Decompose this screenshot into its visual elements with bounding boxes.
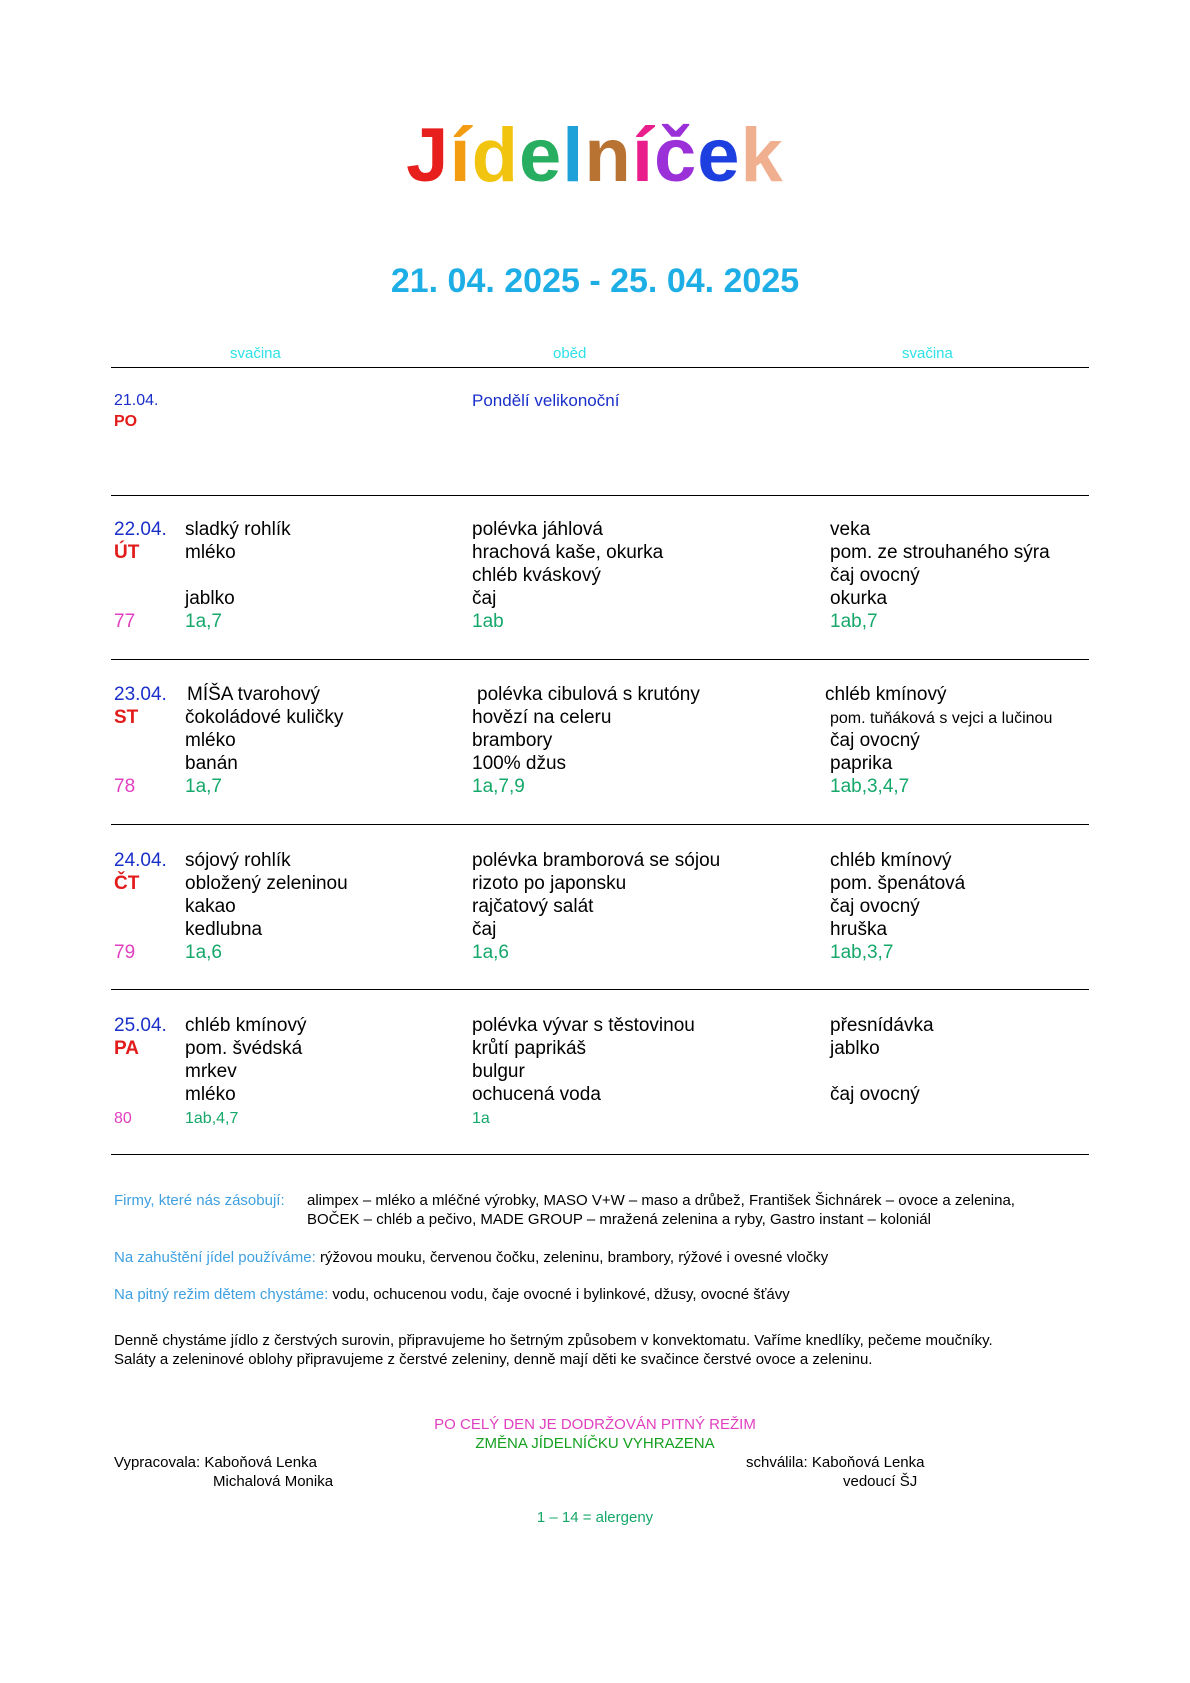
divider bbox=[111, 495, 1089, 496]
info-line: Denně chystáme jídlo z čerstvých surovin, připravujeme ho šetrným způsobem v konvektomatu. Vaříme knedlíky, pečeme moučníky. bbox=[114, 1332, 993, 1349]
prepared-name: Kaboňová Lenka bbox=[204, 1454, 317, 1471]
menu-item: polévka cibulová s krutóny bbox=[477, 684, 700, 705]
menu-item: paprika bbox=[830, 753, 893, 774]
allergens: 1a,6 bbox=[472, 942, 509, 963]
title-letter: č bbox=[653, 113, 698, 198]
allergens: 1ab,4,7 bbox=[185, 1110, 239, 1127]
suppliers-section bbox=[114, 1191, 1015, 1228]
allergens-note: 1 – 14 = alergeny bbox=[536, 1509, 654, 1526]
info-paragraph bbox=[114, 1331, 993, 1369]
day-abbr: ÚT bbox=[114, 542, 140, 563]
suppliers-text: BOČEK – chléb a pečivo, MADE GROUP – mražená zelenina a ryby, Gastro instant – koloniál bbox=[307, 1211, 931, 1228]
title-letter: í bbox=[449, 113, 472, 198]
menu-item: polévka jáhlová bbox=[472, 519, 603, 540]
drinking-text: vodu, ochucenou vodu, čaje ovocné i bylinkové, džusy, ovocné šťávy bbox=[332, 1286, 790, 1303]
day-abbr: ST bbox=[114, 707, 139, 728]
menu-item: kedlubna bbox=[185, 919, 263, 940]
change-notice: ZMĚNA JÍDELNÍČKU VYHRAZENA bbox=[475, 1435, 715, 1452]
thickening-text: rýžovou mouku, červenou čočku, zeleninu, brambory, rýžové i ovesné vločky bbox=[319, 1249, 829, 1266]
title-letter: e bbox=[519, 113, 563, 198]
info-line: Saláty a zeleninové oblohy připravujeme z čerstvé zeleniny, denně mají děti ke svačince čerstvé ovoce a zeleninu. bbox=[114, 1351, 873, 1368]
menu-item: pom. švédská bbox=[185, 1038, 303, 1059]
menu-item: čokoládové kuličky bbox=[185, 707, 344, 728]
menu-item: pom. ze strouhaného sýra bbox=[830, 542, 1050, 563]
menu-item: čaj bbox=[472, 588, 497, 609]
menu-item: jablko bbox=[185, 588, 235, 609]
menu-item: hrachová kaše, okurka bbox=[472, 542, 664, 563]
suppliers-text: alimpex – mléko a mléčné výrobky, MASO V+W – maso a drůbež, František Šichnárek – ovoce a zelenina, bbox=[307, 1192, 1015, 1209]
menu-item: čaj ovocný bbox=[830, 565, 920, 586]
menu-item: krůtí paprikáš bbox=[472, 1038, 587, 1059]
divider bbox=[111, 989, 1089, 990]
menu-item: hruška bbox=[830, 919, 888, 940]
day-date: 23.04. bbox=[114, 684, 167, 705]
allergens: 1a,7 bbox=[185, 611, 222, 632]
prepared-name: Michalová Monika bbox=[213, 1473, 334, 1490]
prepared-by bbox=[114, 1453, 334, 1490]
approved-name: Kaboňová Lenka bbox=[811, 1454, 925, 1471]
title-letter: í bbox=[631, 113, 654, 198]
drinking-section bbox=[114, 1285, 790, 1304]
menu-item: kakao bbox=[185, 896, 236, 917]
allergens: 1ab,3,7 bbox=[830, 942, 894, 963]
menu-item: čaj ovocný bbox=[830, 730, 920, 751]
column-header-lunch: oběd bbox=[553, 345, 587, 362]
menu-item: přesnídávka bbox=[830, 1015, 934, 1036]
day-date: 25.04. bbox=[114, 1015, 167, 1036]
menu-item: pom. špenátová bbox=[830, 873, 966, 894]
drinking-notice: PO CELÝ DEN JE DODRŽOVÁN PITNÝ REŽIM bbox=[434, 1416, 756, 1433]
drinking-label: Na pitný režim dětem chystáme: bbox=[114, 1286, 329, 1303]
date-range: 21. 04. 2025 - 25. 04. 2025 bbox=[390, 262, 800, 300]
menu-item: bulgur bbox=[472, 1061, 525, 1082]
menu-item: sójový rohlík bbox=[185, 850, 291, 871]
menu-item: čaj ovocný bbox=[830, 896, 920, 917]
day-number: 77 bbox=[114, 611, 136, 632]
holiday-label: Pondělí velikonoční bbox=[472, 391, 620, 410]
allergens: 1a bbox=[472, 1110, 490, 1127]
day-date: 21.04. bbox=[114, 392, 159, 409]
day-abbr: PO bbox=[114, 413, 138, 430]
divider bbox=[111, 367, 1089, 368]
menu-item: hovězí na celeru bbox=[472, 707, 612, 728]
title-letter: e bbox=[697, 113, 741, 198]
day-number: 78 bbox=[114, 776, 136, 797]
menu-item: rizoto po japonsku bbox=[472, 873, 627, 894]
menu-item: veka bbox=[830, 519, 871, 540]
allergens: 1ab,3,4,7 bbox=[830, 776, 910, 797]
divider bbox=[111, 659, 1089, 660]
title-letter: J bbox=[406, 113, 450, 198]
day-number: 80 bbox=[114, 1110, 132, 1127]
menu-item: mléko bbox=[185, 1084, 236, 1105]
day-number: 79 bbox=[114, 942, 136, 963]
divider bbox=[111, 824, 1089, 825]
menu-item: pom. tuňáková s vejci a lučinou bbox=[830, 710, 1053, 727]
thickening-label: Na zahuštění jídel používáme: bbox=[114, 1249, 316, 1266]
approved-by bbox=[746, 1453, 925, 1490]
approved-role: vedoucí ŠJ bbox=[843, 1473, 918, 1490]
menu-item: brambory bbox=[472, 730, 553, 751]
menu-item: ochucená voda bbox=[472, 1084, 601, 1105]
menu-item: banán bbox=[185, 753, 238, 774]
approved-label: schválila: bbox=[746, 1454, 808, 1471]
menu-item: chléb kmínový bbox=[185, 1015, 307, 1036]
allergens: 1a,7 bbox=[185, 776, 222, 797]
thickening-section bbox=[114, 1248, 828, 1267]
menu-item: 100% džus bbox=[472, 753, 567, 774]
title-letter: l bbox=[562, 113, 585, 198]
allergens: 1a,7,9 bbox=[472, 776, 525, 797]
column-header-afternoon-snack: svačina bbox=[902, 345, 953, 362]
menu-item: mléko bbox=[185, 542, 236, 563]
menu-item: sladký rohlík bbox=[185, 519, 291, 540]
day-abbr: PA bbox=[114, 1038, 139, 1059]
menu-item: polévka bramborová se sójou bbox=[472, 850, 721, 871]
menu-item: čaj ovocný bbox=[830, 1084, 920, 1105]
allergens: 1ab bbox=[472, 611, 504, 632]
allergens: 1a,6 bbox=[185, 942, 222, 963]
menu-item: obložený zeleninou bbox=[185, 873, 348, 894]
menu-item: chléb kváskový bbox=[472, 565, 601, 586]
column-header-morning-snack: svačina bbox=[230, 345, 281, 362]
prepared-label: Vypracovala: bbox=[114, 1454, 201, 1471]
day-date: 22.04. bbox=[114, 519, 167, 540]
menu-item: čaj bbox=[472, 919, 497, 940]
day-date: 24.04. bbox=[114, 850, 167, 871]
suppliers-label: Firmy, které nás zásobují: bbox=[114, 1192, 285, 1209]
allergens: 1ab,7 bbox=[830, 611, 878, 632]
page-title bbox=[0, 112, 1190, 199]
divider bbox=[111, 1154, 1089, 1155]
menu-item: mléko bbox=[185, 730, 236, 751]
menu-item: okurka bbox=[830, 588, 888, 609]
menu-item: chléb kmínový bbox=[825, 684, 947, 705]
menu-item: mrkev bbox=[185, 1061, 237, 1082]
menu-item: MÍŠA tvarohový bbox=[187, 684, 321, 705]
day-abbr: ČT bbox=[114, 873, 140, 894]
menu-item: chléb kmínový bbox=[830, 850, 952, 871]
menu-item: rajčatový salát bbox=[472, 896, 594, 917]
title-letter: n bbox=[584, 113, 632, 198]
menu-item: polévka vývar s těstovinou bbox=[472, 1015, 695, 1036]
title-letter: k bbox=[740, 113, 784, 198]
menu-item: jablko bbox=[830, 1038, 880, 1059]
title-letter: d bbox=[471, 113, 520, 198]
